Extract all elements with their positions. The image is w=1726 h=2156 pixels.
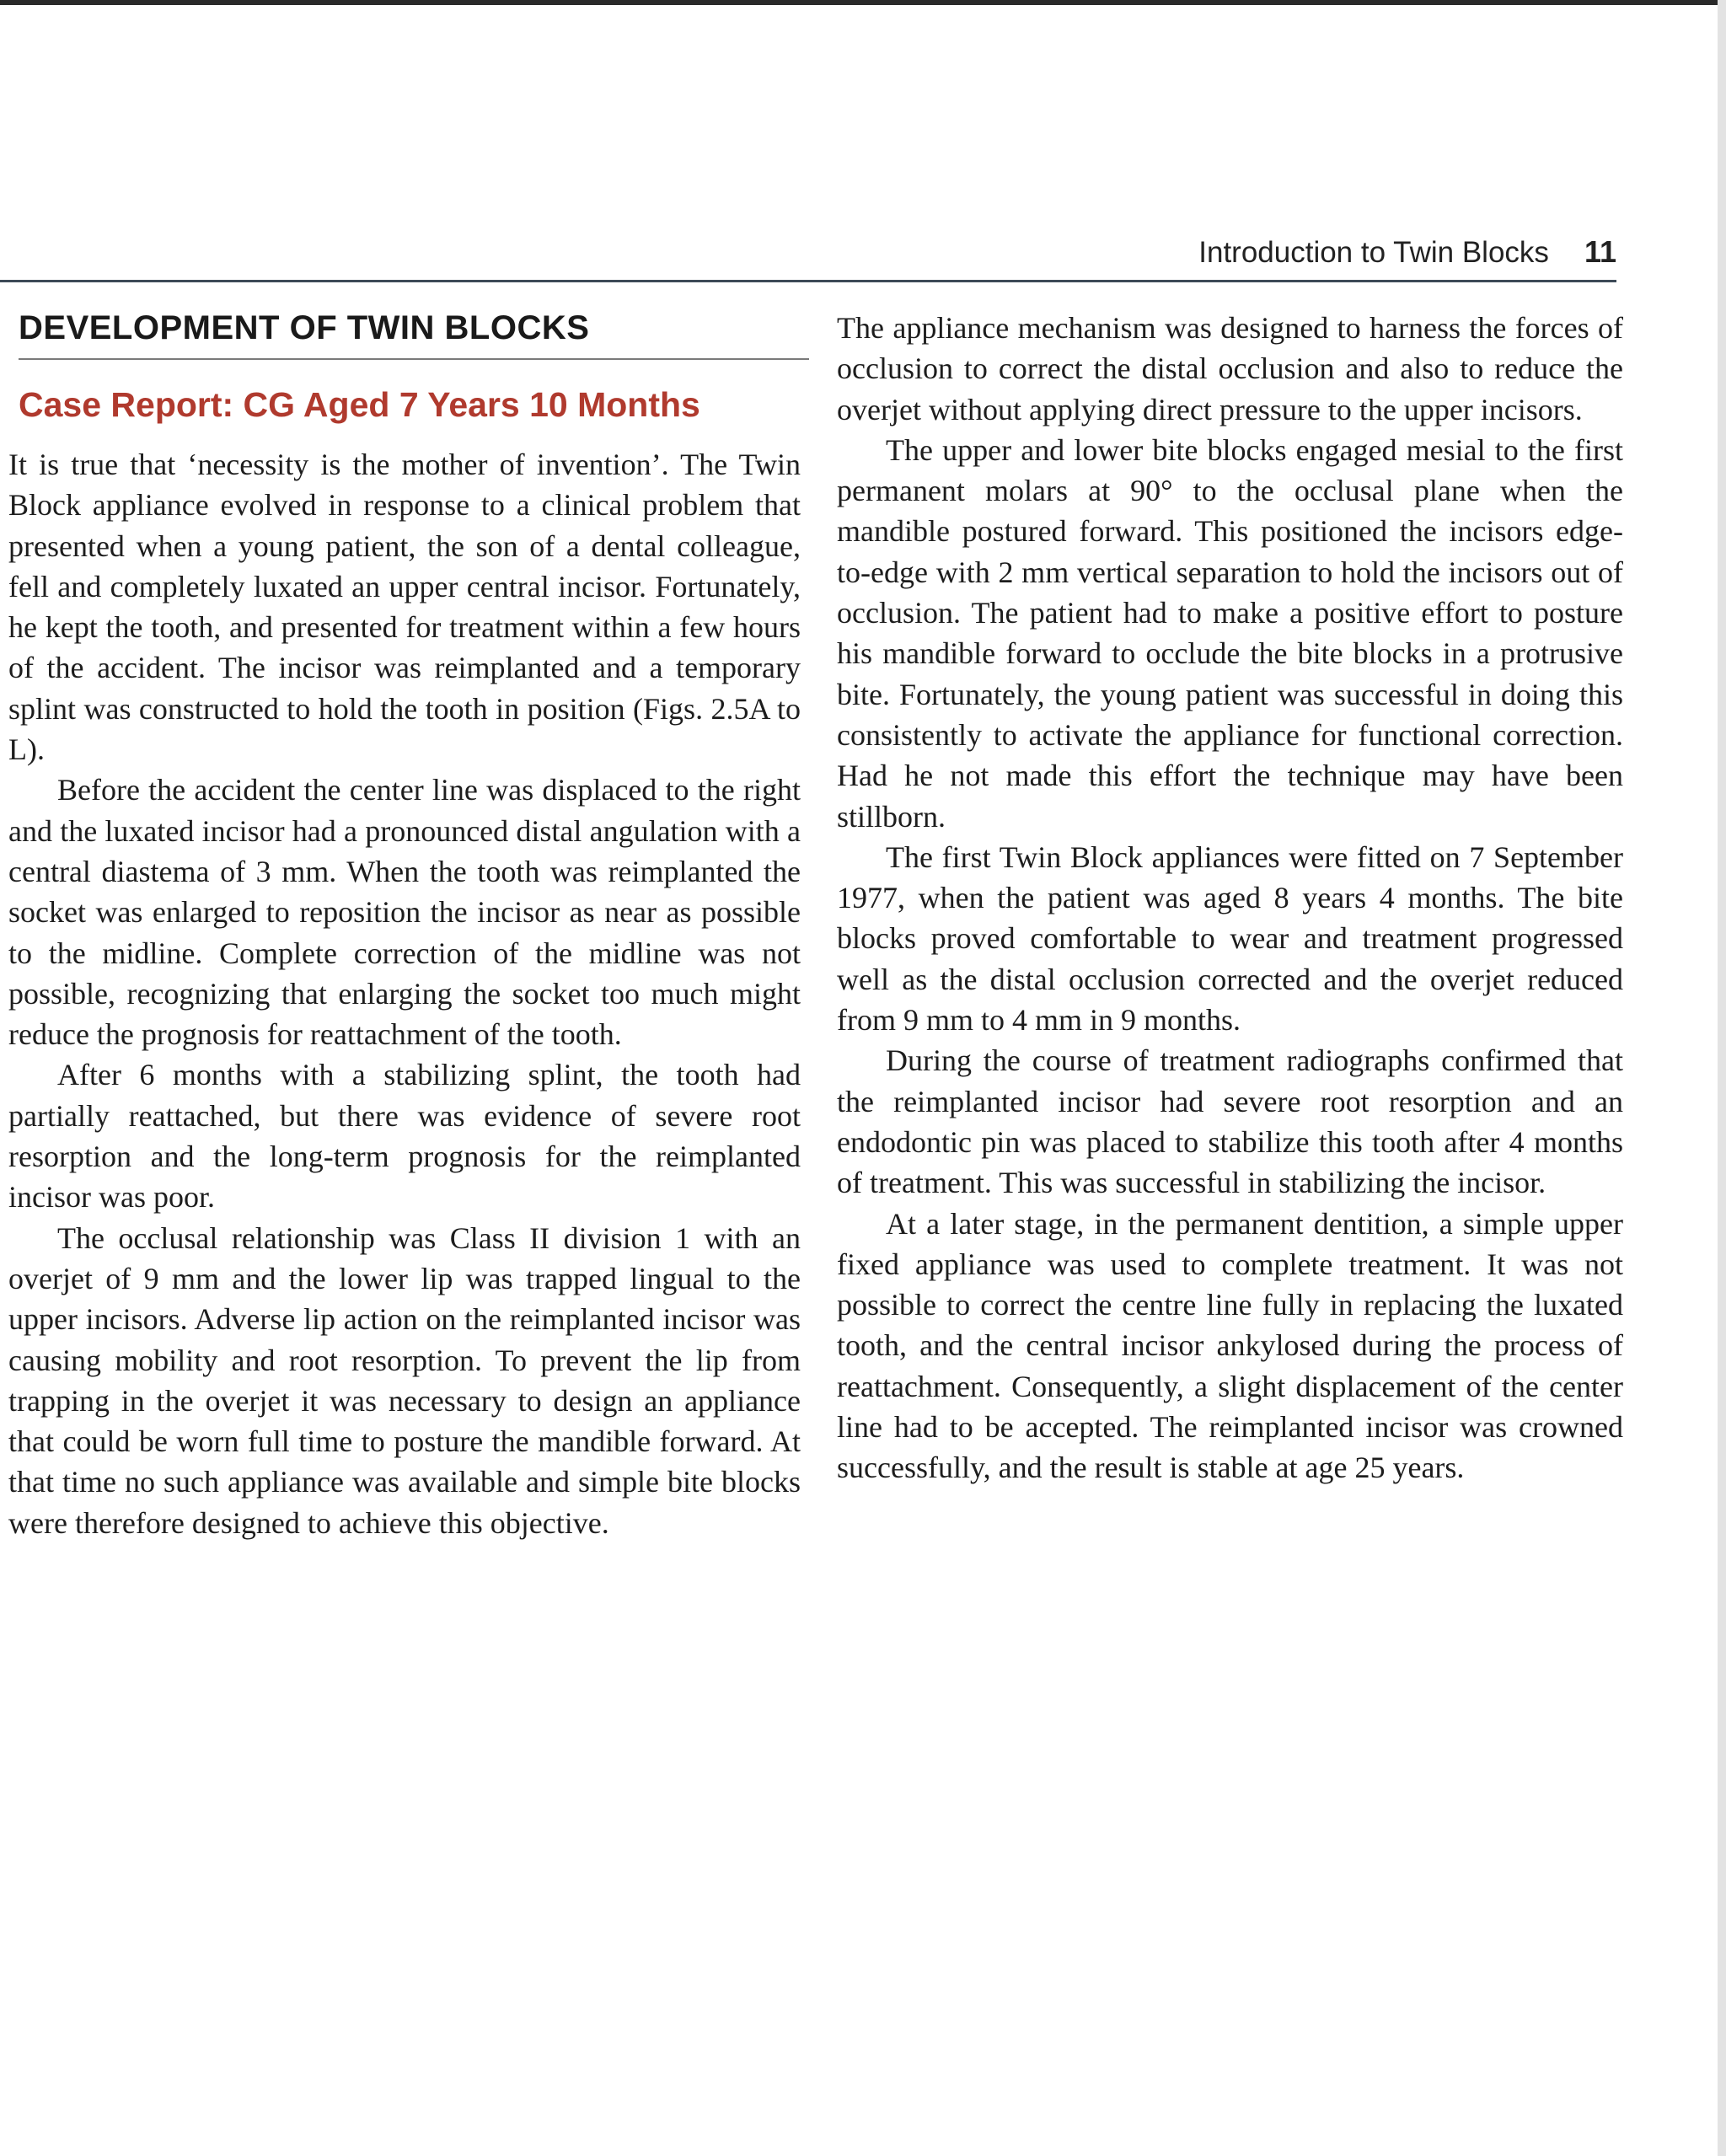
running-head — [1198, 234, 1616, 270]
section-rule — [19, 358, 809, 360]
paragraph: The occlusal relationship was Class II division 1 with an overjet of 9 mm and the lower lip was trapped lingual to the upper incisors. Adverse lip action on the reimplanted incisor was causing mobility and root resorption. To prevent the lip from trapping in the overjet it was necessary to design an appliance that could be worn full time to posture the mandible forward. At that time no such appliance was available and simple bite blocks were therefore designed to achieve this objective. — [8, 1220, 801, 1540]
paragraph: At a later stage, in the permanent dentition, a simple upper fixed appliance was used to complete treatment. It was not possible to correct the centre line fully in replacing the luxated tooth, and the central incisor ankylosed during the process of reattachment. Consequently, a slight displacement of the center line had to be accepted. The reimplanted incisor was crowned successfully, and the result is stable at age 25 years. — [837, 1206, 1623, 1485]
paragraph: Before the accident the center line was displaced to the right and the luxated incisor had a pronounced distal angulation with a central diastema of 3 mm. When the tooth was reimplanted the socket was enlarged to reposition the incisor as near as possible to the midline. Complete correction of the midline was not possible, recognizing that enlarging the socket too much might reduce the prognosis for reattachment of the tooth. — [8, 773, 801, 1052]
paragraph: The appliance mechanism was designed to harness the forces of occlusion to correct the distal occlusion and also to reduce the overjet without applying direct pressure to the upper incisors. — [837, 311, 1623, 426]
header-rule — [0, 280, 1616, 282]
scan-right-edge — [1718, 0, 1726, 2156]
right-column — [837, 308, 1623, 1488]
left-body-text — [8, 444, 801, 1543]
paragraph: It is true that ‘necessity is the mother of invention’. The Twin Block appliance evolved in response to a clinical problem that presented when a young patient, the son of a dental colleague, fell and completely luxated an upper central incisor. Fortunately, he kept the tooth, and presented for treatment within a few hours of the accident. The incisor was reimplanted and a temporary splint was constructed to hold the tooth in position (Figs. 2.5A to L). — [8, 448, 801, 767]
section-heading: DEVELOPMENT OF TWIN BLOCKS — [19, 309, 590, 346]
paragraph: The first Twin Block appliances were fitted on 7 September 1977, when the patient was aged 8 years 4 months. The bite blocks proved comfortable to wear and treatment progressed well as the distal occlusion corrected and the overjet reduced from 9 mm to 4 mm in 9 months. — [837, 839, 1623, 1038]
case-report-heading: Case Report: CG Aged 7 Years 10 Months — [19, 385, 700, 424]
page-number: 11 — [1584, 234, 1616, 269]
scan-top-edge — [0, 0, 1726, 5]
paragraph: After 6 months with a stabilizing splint, the tooth had partially reattached, but there was evidence of severe root resorption and the long-term prognosis for the reimplanted incisor was poor. — [8, 1058, 801, 1215]
paragraph: During the course of treatment radiographs confirmed that the reimplanted incisor had severe root resorption and an endodontic pin was placed to stabilize this tooth after 4 months of treatment. This was successful in stabilizing the incisor. — [837, 1043, 1623, 1200]
paragraph: The upper and lower bite blocks engaged mesial to the first permanent molars at 90° to the occlusal plane when the mandible postured forward. This positioned the incisors edge-to-edge with 2 mm vertical separation to hold the incisors out of occlusion. The patient had to make a positive effort to posture his mandible forward to occlude the bite blocks in a protrusive bite. Fortunately, the young patient was successful in doing this consistently to activate the appliance for functional correction. Had he not made this effort the technique may have been stillborn. — [837, 432, 1623, 834]
left-column — [8, 308, 801, 1543]
running-title: Introduction to Twin Blocks — [1198, 236, 1549, 269]
right-body-text — [837, 308, 1623, 1488]
